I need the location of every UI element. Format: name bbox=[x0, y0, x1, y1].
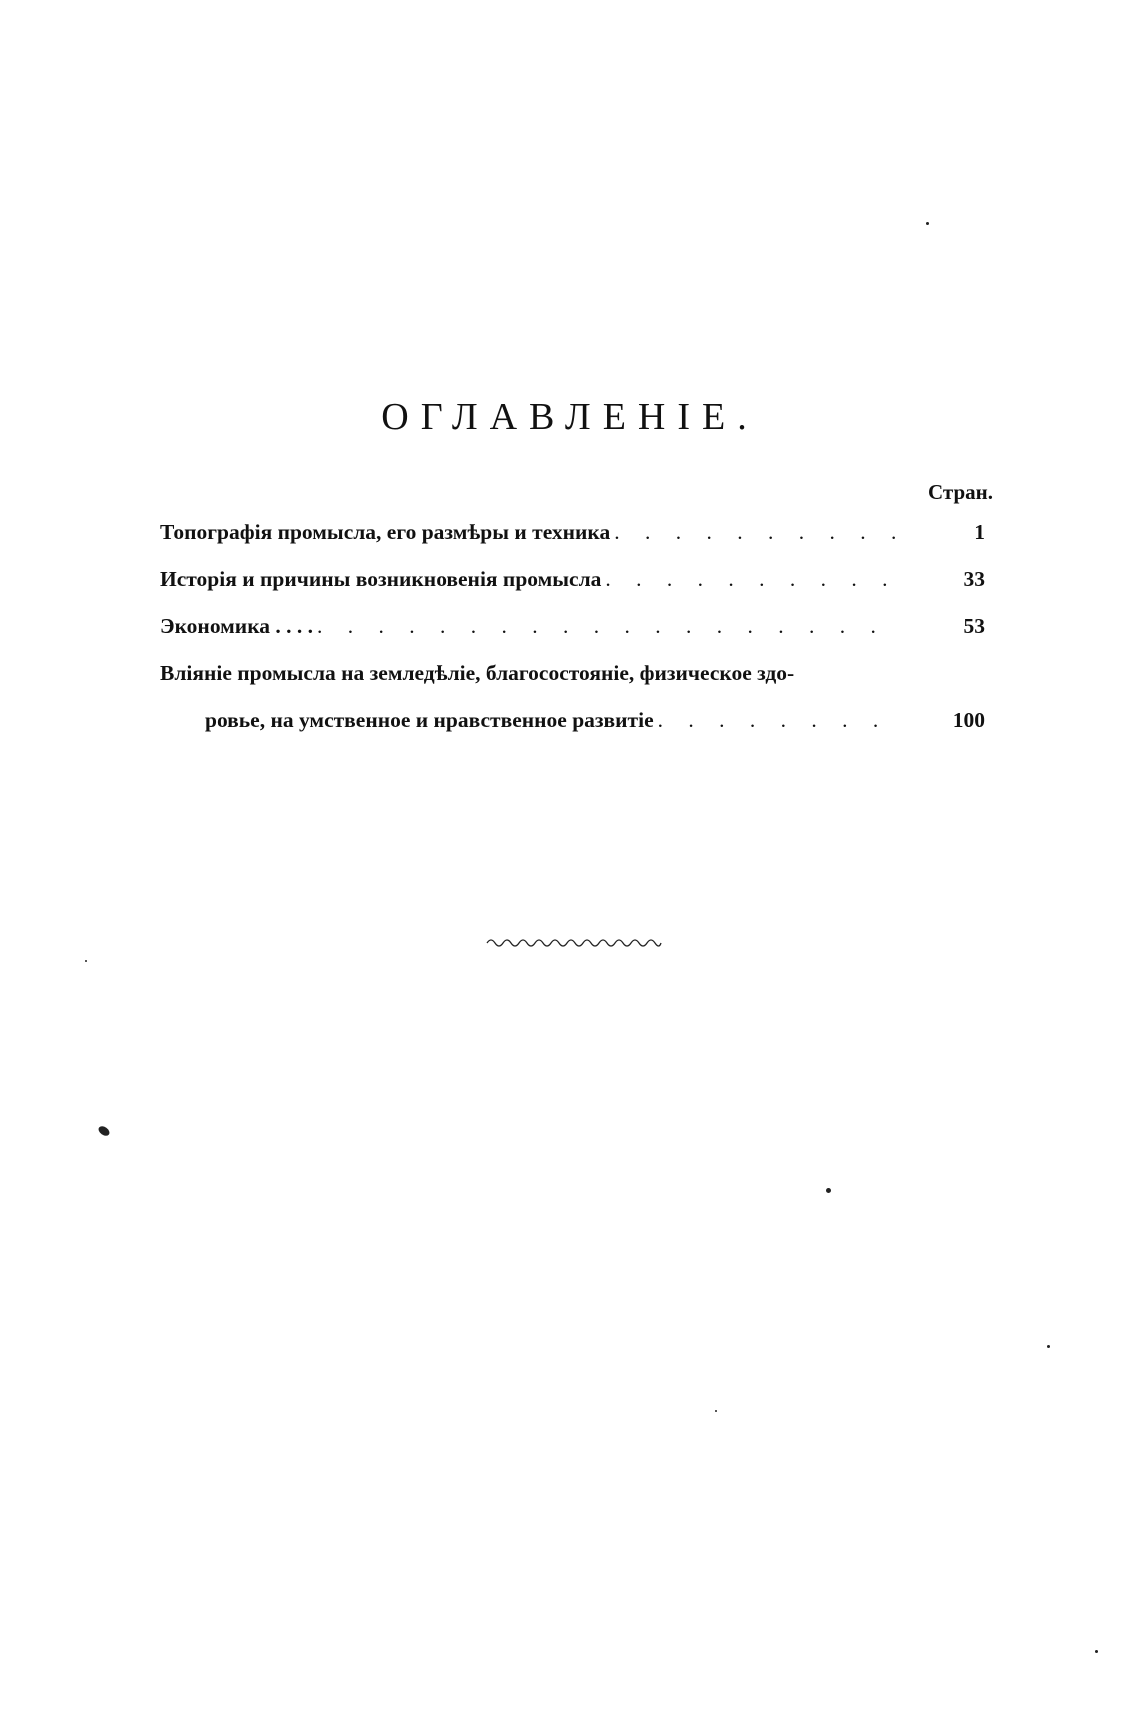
table-of-contents bbox=[160, 520, 1000, 755]
scan-speck bbox=[1095, 1650, 1098, 1653]
scan-speck bbox=[826, 1188, 831, 1193]
toc-entry-line1[interactable] bbox=[160, 661, 1000, 708]
page-column-header: Стран. bbox=[928, 480, 993, 504]
toc-entry-page: 53 bbox=[963, 614, 985, 638]
toc-entry-page: 100 bbox=[952, 708, 985, 732]
scan-speck bbox=[85, 960, 87, 962]
page-title: ОГЛАВЛЕНІЕ. bbox=[381, 396, 759, 438]
scan-speck bbox=[715, 1410, 717, 1412]
toc-entry[interactable] bbox=[160, 614, 1000, 661]
toc-entry-label: Топографія промысла, его размѣры и техника bbox=[160, 520, 611, 544]
toc-entry-page: 1 bbox=[974, 520, 985, 544]
scan-speck bbox=[1047, 1345, 1050, 1348]
toc-entry-label: ровье, на умственное и нравственное развитіе bbox=[205, 708, 654, 732]
toc-entry-label: Вліяніе промысла на земледѣліе, благосостояніе, физическое здо- bbox=[160, 661, 795, 685]
dot-leader bbox=[658, 708, 899, 733]
toc-entry-label: Экономика . . . . bbox=[160, 614, 314, 638]
dot-leader bbox=[605, 567, 899, 592]
dot-leader bbox=[614, 520, 899, 545]
toc-entry-label: Исторія и причины возникновенія промысла bbox=[160, 567, 602, 591]
toc-entry[interactable] bbox=[160, 567, 1000, 614]
dot-leader bbox=[317, 614, 899, 639]
scan-speck bbox=[97, 1124, 111, 1137]
toc-entry[interactable] bbox=[160, 520, 1000, 567]
scan-speck bbox=[926, 222, 929, 225]
toc-entry-page: 33 bbox=[963, 567, 985, 591]
toc-entry-line2[interactable] bbox=[160, 708, 1000, 755]
wavy-rule-ornament-icon bbox=[485, 936, 665, 950]
